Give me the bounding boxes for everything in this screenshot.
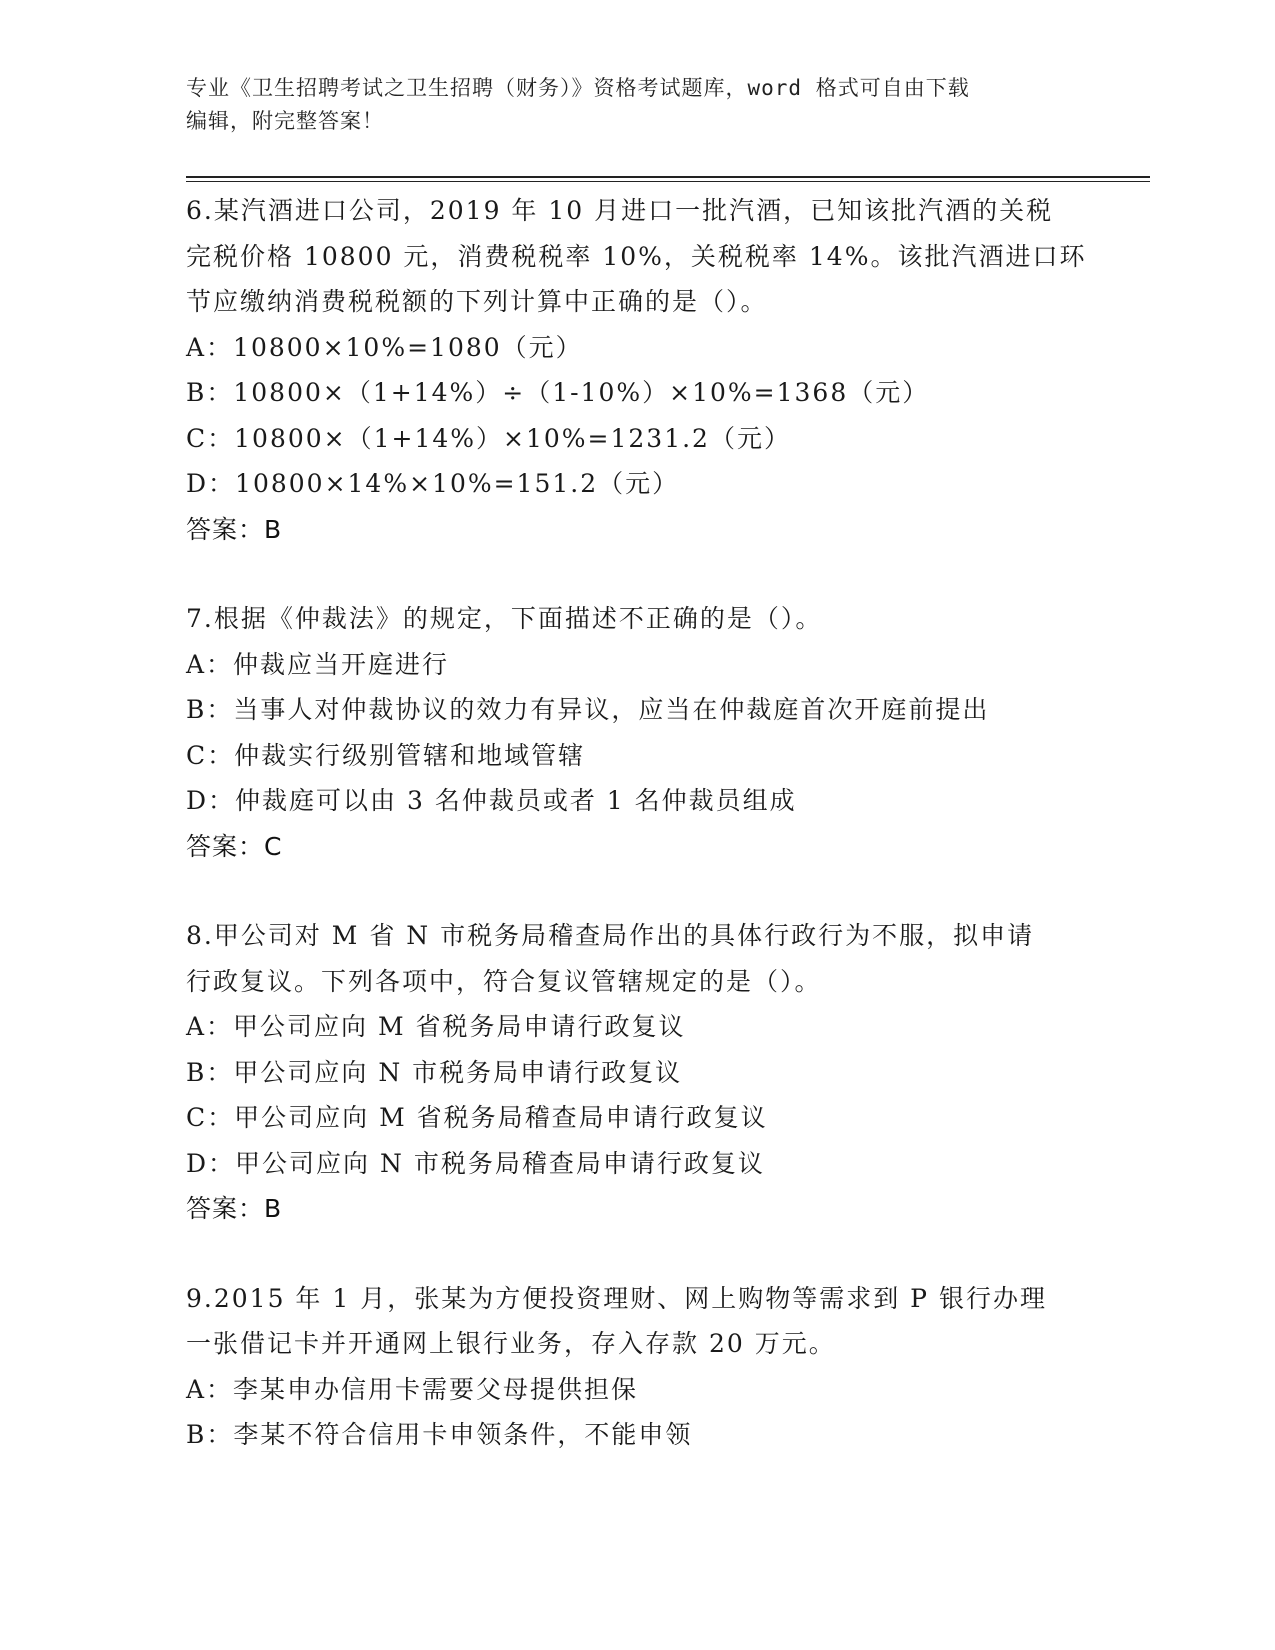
option-b: B：甲公司应向 N 市税务局申请行政复议 (186, 1057, 683, 1087)
option-c: C：甲公司应向 M 省税务局稽查局申请行政复议 (186, 1103, 768, 1132)
question-stem-line: 9.2015 年 1 月，张某为方便投资理财、网上购物等需求到 P 银行办理 (186, 1283, 1047, 1313)
answer-label: 答案：B (186, 1194, 283, 1223)
question-stem-line: 节应缴纳消费税税额的下列计算中正确的是（）。 (186, 287, 768, 316)
question-stem-line: 行政复议。下列各项中，符合复议管辖规定的是（）。 (186, 966, 822, 996)
header-divider-thick (186, 176, 1150, 178)
answer-label: 答案：C (186, 831, 283, 861)
question-7 (186, 596, 1086, 869)
document-header (186, 72, 1086, 138)
option-d: D：甲公司应向 N 市税务局稽查局申请行政复议 (186, 1148, 765, 1178)
question-6 (186, 188, 1086, 552)
option-c: C：仲裁实行级别管辖和地域管辖 (186, 740, 586, 770)
option-d: D：仲裁庭可以由 3 名仲裁员或者 1 名仲裁员组成 (186, 786, 797, 815)
option-a: A：10800×10%=1080（元） (186, 332, 583, 362)
header-line-2: 编辑，附完整答案！ (186, 109, 384, 133)
option-a: A：仲裁应当开庭进行 (186, 649, 450, 679)
option-a: A：甲公司应向 M 省税务局申请行政复议 (186, 1012, 686, 1041)
header-line-1: 专业《卫生招聘考试之卫生招聘（财务）》资格考试题库，word 格式可自由下载 (186, 76, 970, 100)
question-stem-line: 6.某汽酒进口公司，2019 年 10 月进口一批汽酒，已知该批汽酒的关税 (186, 196, 1054, 225)
option-b: B：李某不符合信用卡申领条件，不能申领 (186, 1420, 693, 1449)
question-stem-line: 一张借记卡并开通网上银行业务，存入存款 20 万元。 (186, 1329, 836, 1358)
option-b: B：10800×（1+14%）÷（1-10%）×10%=1368（元） (186, 378, 930, 407)
option-d: D：10800×14%×10%=151.2（元） (186, 469, 680, 498)
option-b: B：当事人对仲裁协议的效力有异议，应当在仲裁庭首次开庭前提出 (186, 695, 990, 724)
question-stem-line: 完税价格 10800 元，消费税税率 10%，关税税率 14%。该批汽酒进口环 (186, 241, 1087, 271)
answer-label: 答案：B (186, 514, 283, 544)
question-stem-line: 8.甲公司对 M 省 N 市税务局稽查局作出的具体行政行为不服，拟申请 (186, 921, 1035, 950)
header-divider-thin (186, 181, 1150, 182)
option-c: C：10800×（1+14%）×10%=1231.2（元） (186, 423, 791, 453)
question-9 (186, 1276, 1086, 1458)
question-stem-line: 7.根据《仲裁法》的规定，下面描述不正确的是（）。 (186, 604, 823, 633)
question-list (186, 188, 1086, 1502)
option-a: A：李某申办信用卡需要父母提供担保 (186, 1374, 639, 1404)
question-8 (186, 913, 1086, 1232)
